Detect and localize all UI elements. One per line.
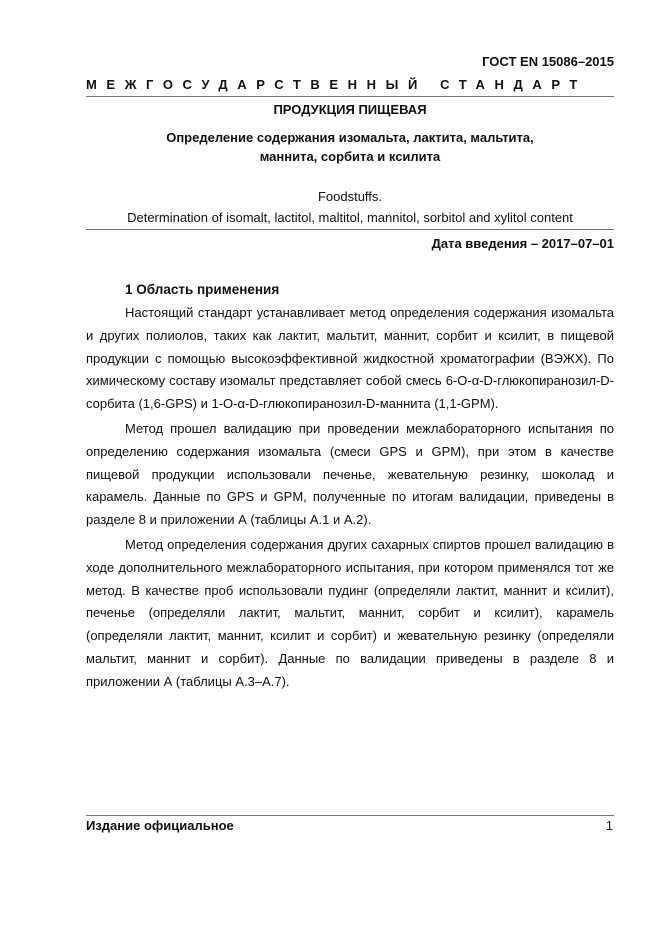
section-body (86, 302, 614, 694)
document-title: ПРОДУКЦИЯ ПИЩЕВАЯ (273, 102, 427, 117)
title-russian-line2: маннита, сорбита и ксилита (259, 149, 441, 164)
paragraph: Метод прошел валидацию при проведении межлабораторного испытания по определению содержания изомальта (смеси GPS и GPM), при этом в качестве пищевой продукции использовали печенье, жевательную резинку, шоколад и карамель. Данные по GPS и GPM, полученные по итогам валидации, приведены в разделе 8 и приложении А (таблицы А.1 и А.2). (86, 420, 614, 528)
title-rule (86, 229, 614, 230)
title-english-line1: Foodstuffs. (317, 189, 383, 204)
title-english-line2: Determination of isomalt, lactitol, maltitol, mannitol, sorbitol and xylitol content (127, 210, 573, 225)
page-number: 1 (605, 818, 613, 833)
edition-label: Издание официальное (86, 818, 234, 833)
paragraph: Настоящий стандарт устанавливает метод определения содержания изомальта и других полиолов, таких как лактит, мальтит, маннит, сорбит и ксилит, в пищевой продукции с помощью высокоэффективной жидкостной хроматографии (ВЭЖХ). По химическому составу изомальт представляет собой смесь 6-O-α-D-глюкопиранозил-D-сорбита (1,6-GPS) и 1-O-α-D-глюкопиранозил-D-маннита (1,1-GPM). (86, 305, 614, 412)
standard-code: ГОСТ EN 15086–2015 (482, 54, 614, 69)
footer-rule (86, 815, 614, 816)
title-russian-line1: Определение содержания изомальта, лактита, мальтита, (166, 130, 534, 145)
paragraph: Метод определения содержания других сахарных спиртов прошел валидацию в ходе дополнительного межлабораторного испытания, при котором применялся тот же метод. В качестве проб использовали пудинг (определяли лактит, маннит и ксилит), печенье (определяли лактит, мальтит, маннит, сорбит и ксилит), карамель (определяли лактит, маннит, ксилит и сорбит) и жевательную резинку (определяли мальтит, маннит и сорбит). Данные по валидации приведены в разделе 8 и приложении А (таблицы А.3–А.7). (86, 536, 614, 689)
title-english (86, 186, 614, 228)
header-rule (86, 96, 614, 97)
interstate-standard-label: МЕЖГОСУДАРСТВЕННЫЙ СТАНДАРТ (86, 77, 587, 92)
section-heading: 1 Область применения (125, 282, 280, 297)
title-russian (86, 128, 614, 166)
introduction-date: Дата введения – 2017–07–01 (431, 236, 614, 251)
